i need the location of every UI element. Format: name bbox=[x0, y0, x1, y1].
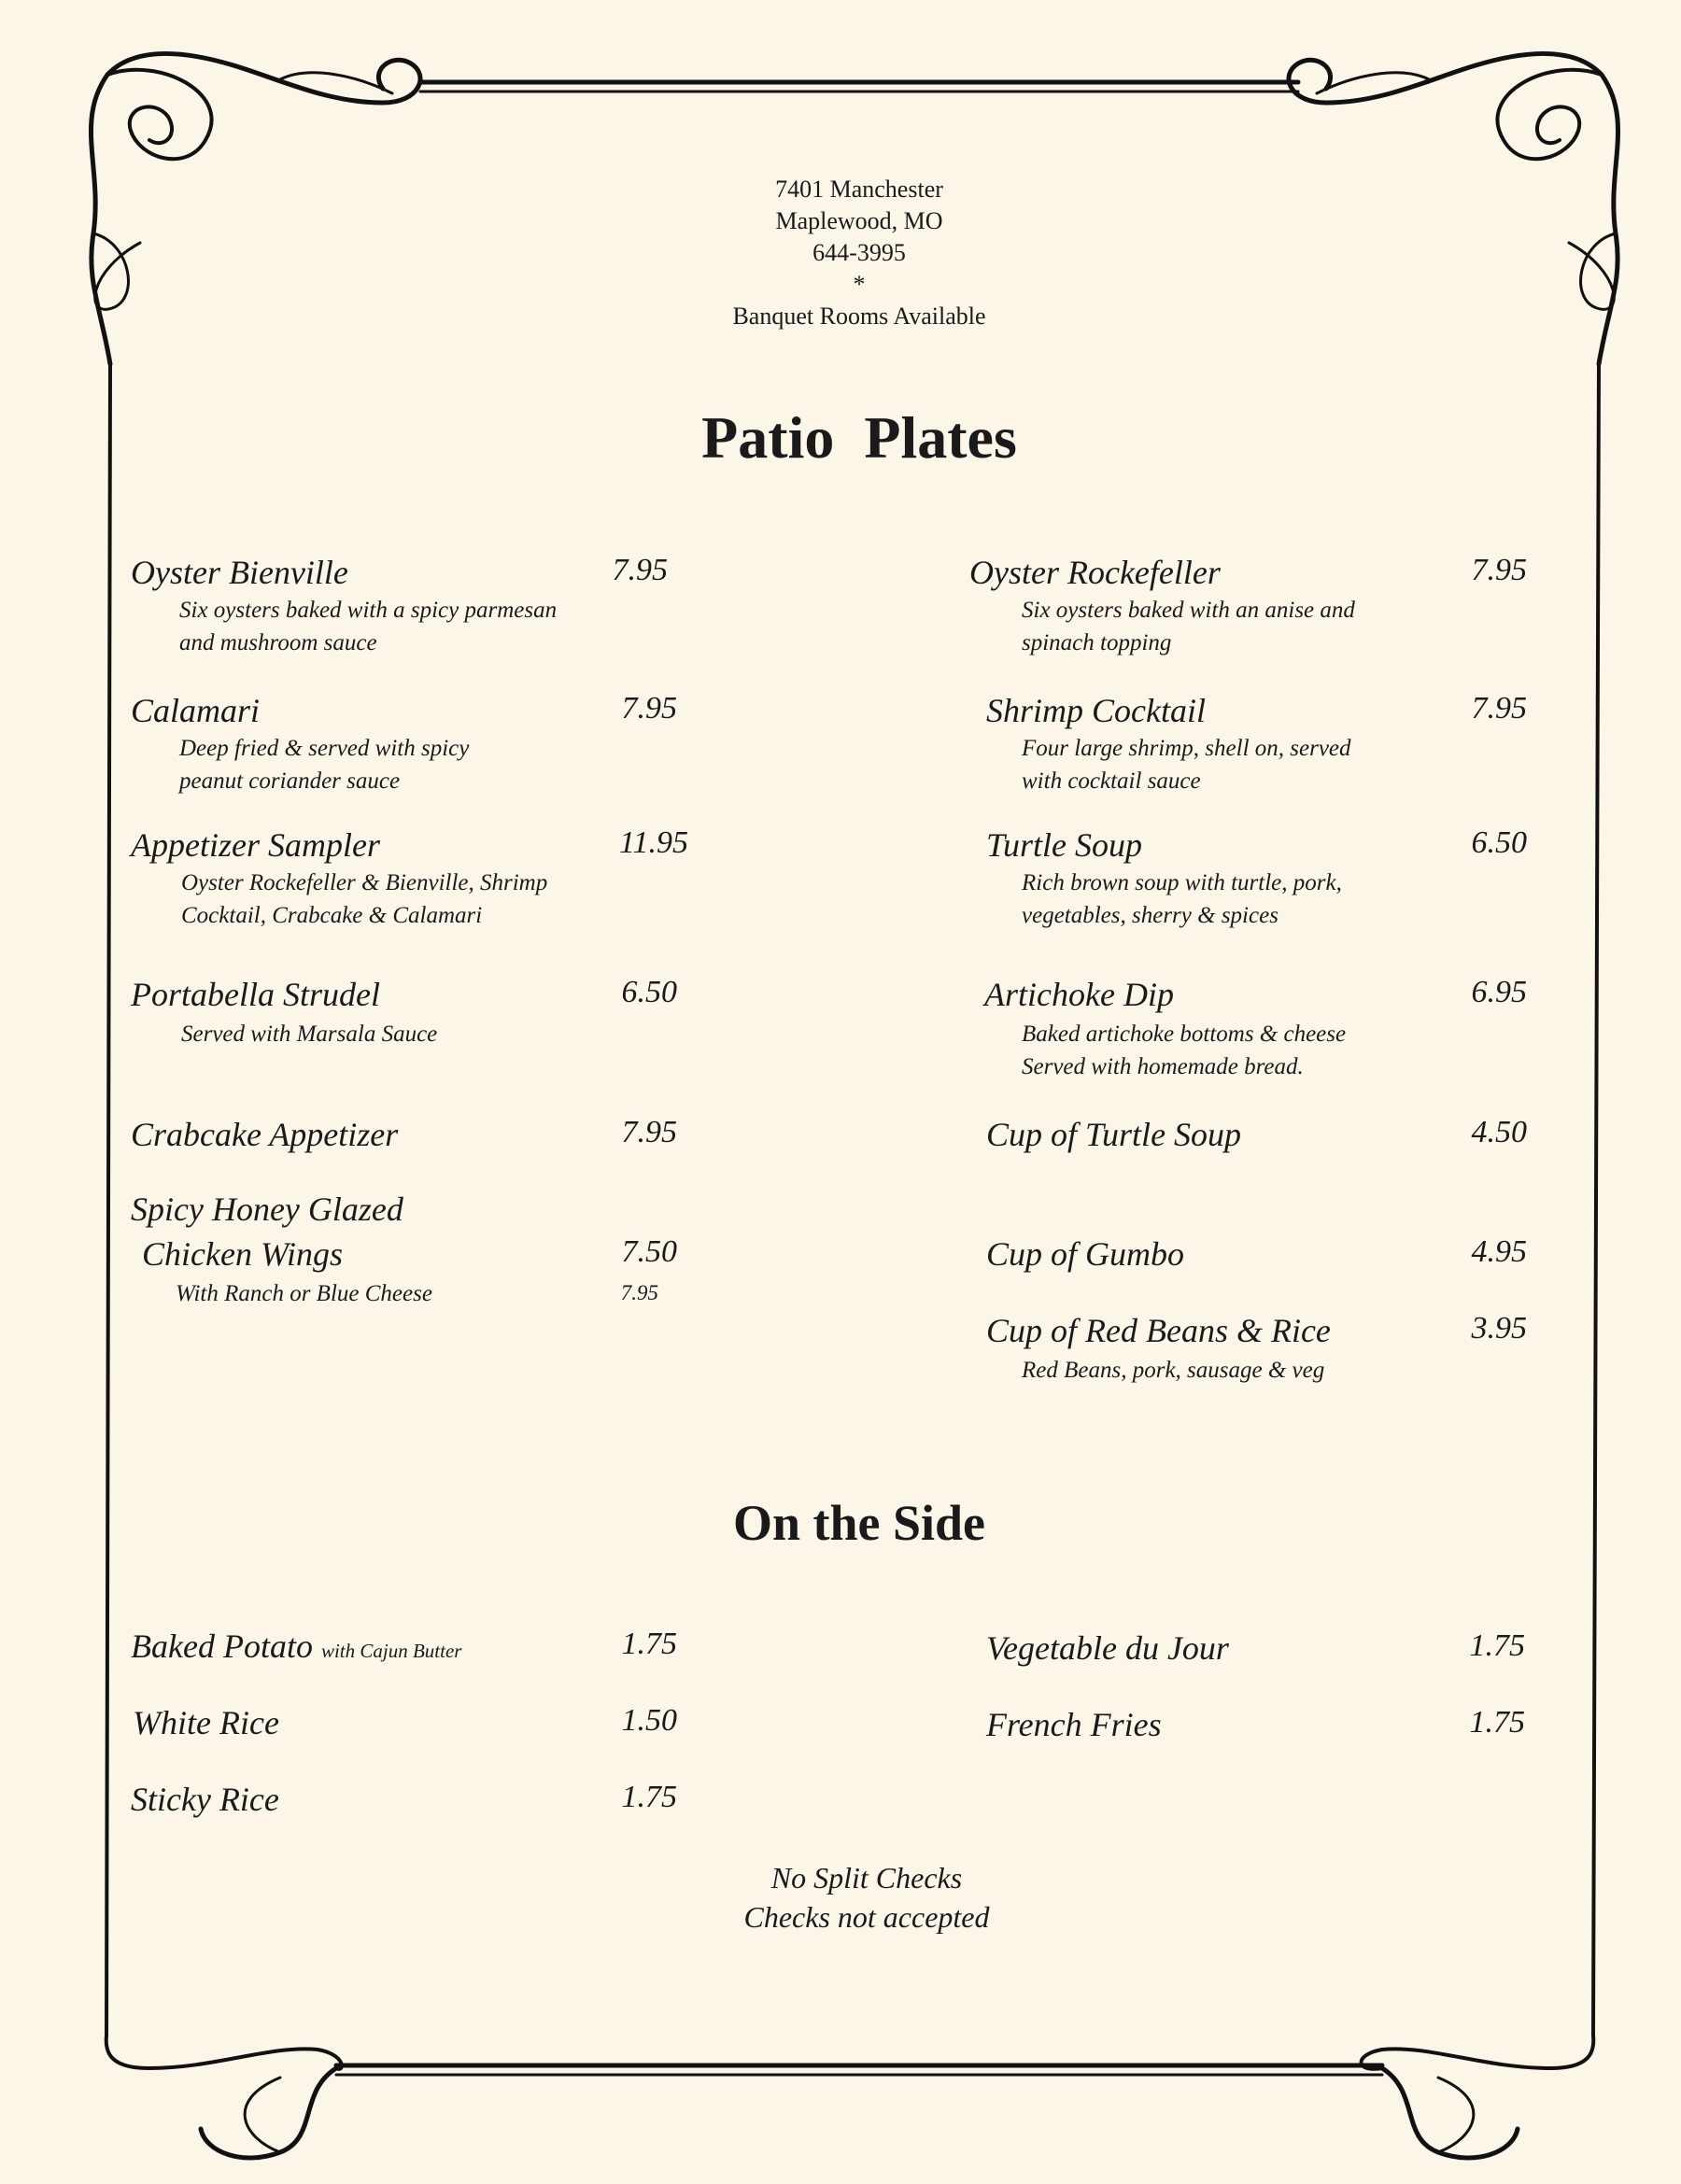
description-line: spinach topping bbox=[1022, 630, 1172, 655]
menu-item-price: 7.95 bbox=[612, 553, 668, 587]
description-line: with cocktail sauce bbox=[1022, 768, 1201, 794]
description-line: peanut coriander sauce bbox=[179, 768, 401, 794]
menu-item-price: 7.95 bbox=[621, 691, 677, 726]
menu-item-description bbox=[1022, 594, 1355, 659]
patio-plates-title: Patio Plates bbox=[701, 404, 1017, 471]
banquet-note: Banquet Rooms Available bbox=[732, 303, 986, 330]
side-item-price: 1.50 bbox=[621, 1703, 677, 1738]
phone: 644-3995 bbox=[812, 239, 906, 266]
description-line: Cocktail, Crabcake & Calamari bbox=[181, 903, 483, 928]
menu-item-description bbox=[1022, 1018, 1346, 1083]
side-name-text: Baked Potato bbox=[131, 1627, 313, 1665]
menu-item-price: 7.95 bbox=[1471, 691, 1527, 726]
side-item-price: 1.75 bbox=[621, 1780, 677, 1814]
menu-item-price: 11.95 bbox=[619, 825, 688, 860]
description-line: Six oysters baked with a spicy parmesan bbox=[179, 598, 558, 623]
menu-item-name: Turtle Soup bbox=[986, 826, 1143, 864]
menu-item-name: Oyster Rockefeller bbox=[969, 554, 1221, 591]
description-line: Served with homemade bread. bbox=[1022, 1054, 1304, 1079]
restaurant-info bbox=[0, 174, 1681, 332]
menu-item-price: 7.50 bbox=[621, 1234, 677, 1269]
no-split-checks: No Split Checks bbox=[770, 1861, 963, 1895]
menu-item-name: Artichoke Dip bbox=[984, 976, 1174, 1013]
menu-item-name: Appetizer Sampler bbox=[131, 826, 380, 864]
side-item-name: White Rice bbox=[133, 1704, 279, 1741]
description-line: Deep fried & served with spicy bbox=[179, 736, 470, 761]
description-line: vegetables, sherry & spices bbox=[1022, 903, 1278, 928]
menu-item-price: 7.95 bbox=[621, 1115, 677, 1149]
menu-item-name: Crabcake Appetizer bbox=[131, 1116, 399, 1153]
on-the-side-title: On the Side bbox=[732, 1495, 986, 1551]
menu-item-price: 7.95 bbox=[1471, 553, 1527, 587]
payment-notes bbox=[0, 1858, 1681, 1937]
description-line: Six oysters baked with an anise and bbox=[1022, 598, 1355, 623]
menu-item-price: 4.50 bbox=[1471, 1115, 1527, 1149]
menu-item-name: Spicy Honey Glazed bbox=[131, 1191, 403, 1228]
side-item-name bbox=[131, 1627, 461, 1670]
description-line: Served with Marsala Sauce bbox=[181, 1022, 438, 1047]
side-item-note: with Cajun Butter bbox=[320, 1640, 462, 1662]
menu-item-price: 4.95 bbox=[1471, 1234, 1527, 1269]
separator: * bbox=[853, 271, 866, 298]
menu-item-description bbox=[1022, 1354, 1324, 1387]
menu-item-name: Portabella Strudel bbox=[131, 976, 380, 1013]
menu-item-name: Cup of Turtle Soup bbox=[986, 1116, 1242, 1153]
description-line: Red Beans, pork, sausage & veg bbox=[1022, 1358, 1325, 1383]
side-item-name: French Fries bbox=[986, 1706, 1162, 1743]
description-line: Oyster Rockefeller & Bienville, Shrimp bbox=[181, 870, 548, 895]
description-line: Baked artichoke bottoms & cheese bbox=[1022, 1022, 1347, 1047]
side-item-price: 1.75 bbox=[621, 1627, 677, 1661]
menu-item-description bbox=[181, 1018, 437, 1050]
side-item-price: 1.75 bbox=[1469, 1628, 1525, 1663]
menu-item-alt-price: 7.95 bbox=[620, 1281, 658, 1304]
side-item-name: Sticky Rice bbox=[131, 1781, 279, 1818]
menu-item-name: Oyster Bienville bbox=[131, 554, 348, 591]
description-line: Rich brown soup with turtle, pork, bbox=[1022, 870, 1342, 895]
menu-item-price: 3.95 bbox=[1471, 1311, 1527, 1346]
menu-item-name: Cup of Gumbo bbox=[986, 1235, 1185, 1273]
menu-item-description bbox=[181, 867, 547, 932]
description-line: Four large shrimp, shell on, served bbox=[1022, 736, 1351, 761]
menu-item-price: 6.95 bbox=[1471, 975, 1527, 1009]
menu-item-name: Cup of Red Beans & Rice bbox=[986, 1312, 1331, 1349]
address: 7401 Manchester bbox=[775, 176, 943, 203]
menu-item-description bbox=[176, 1277, 432, 1310]
menu-item-name: Shrimp Cocktail bbox=[986, 692, 1206, 729]
menu-item-name: Calamari bbox=[131, 692, 261, 729]
menu-item-description bbox=[1022, 732, 1351, 797]
menu-item-description bbox=[179, 732, 469, 797]
menu-item-description bbox=[179, 594, 557, 659]
city: Maplewood, MO bbox=[775, 207, 943, 234]
menu-item-price: 6.50 bbox=[621, 975, 677, 1009]
side-item-name: Vegetable du Jour bbox=[986, 1629, 1229, 1667]
menu-item-description bbox=[1022, 867, 1342, 932]
description-line: With Ranch or Blue Cheese bbox=[176, 1281, 432, 1306]
menu-item-price: 6.50 bbox=[1471, 825, 1527, 860]
menu-item-name-continued: Chicken Wings bbox=[142, 1235, 343, 1273]
description-line: and mushroom sauce bbox=[179, 630, 377, 655]
checks-not-accepted: Checks not accepted bbox=[743, 1900, 990, 1934]
side-item-price: 1.75 bbox=[1469, 1705, 1525, 1740]
